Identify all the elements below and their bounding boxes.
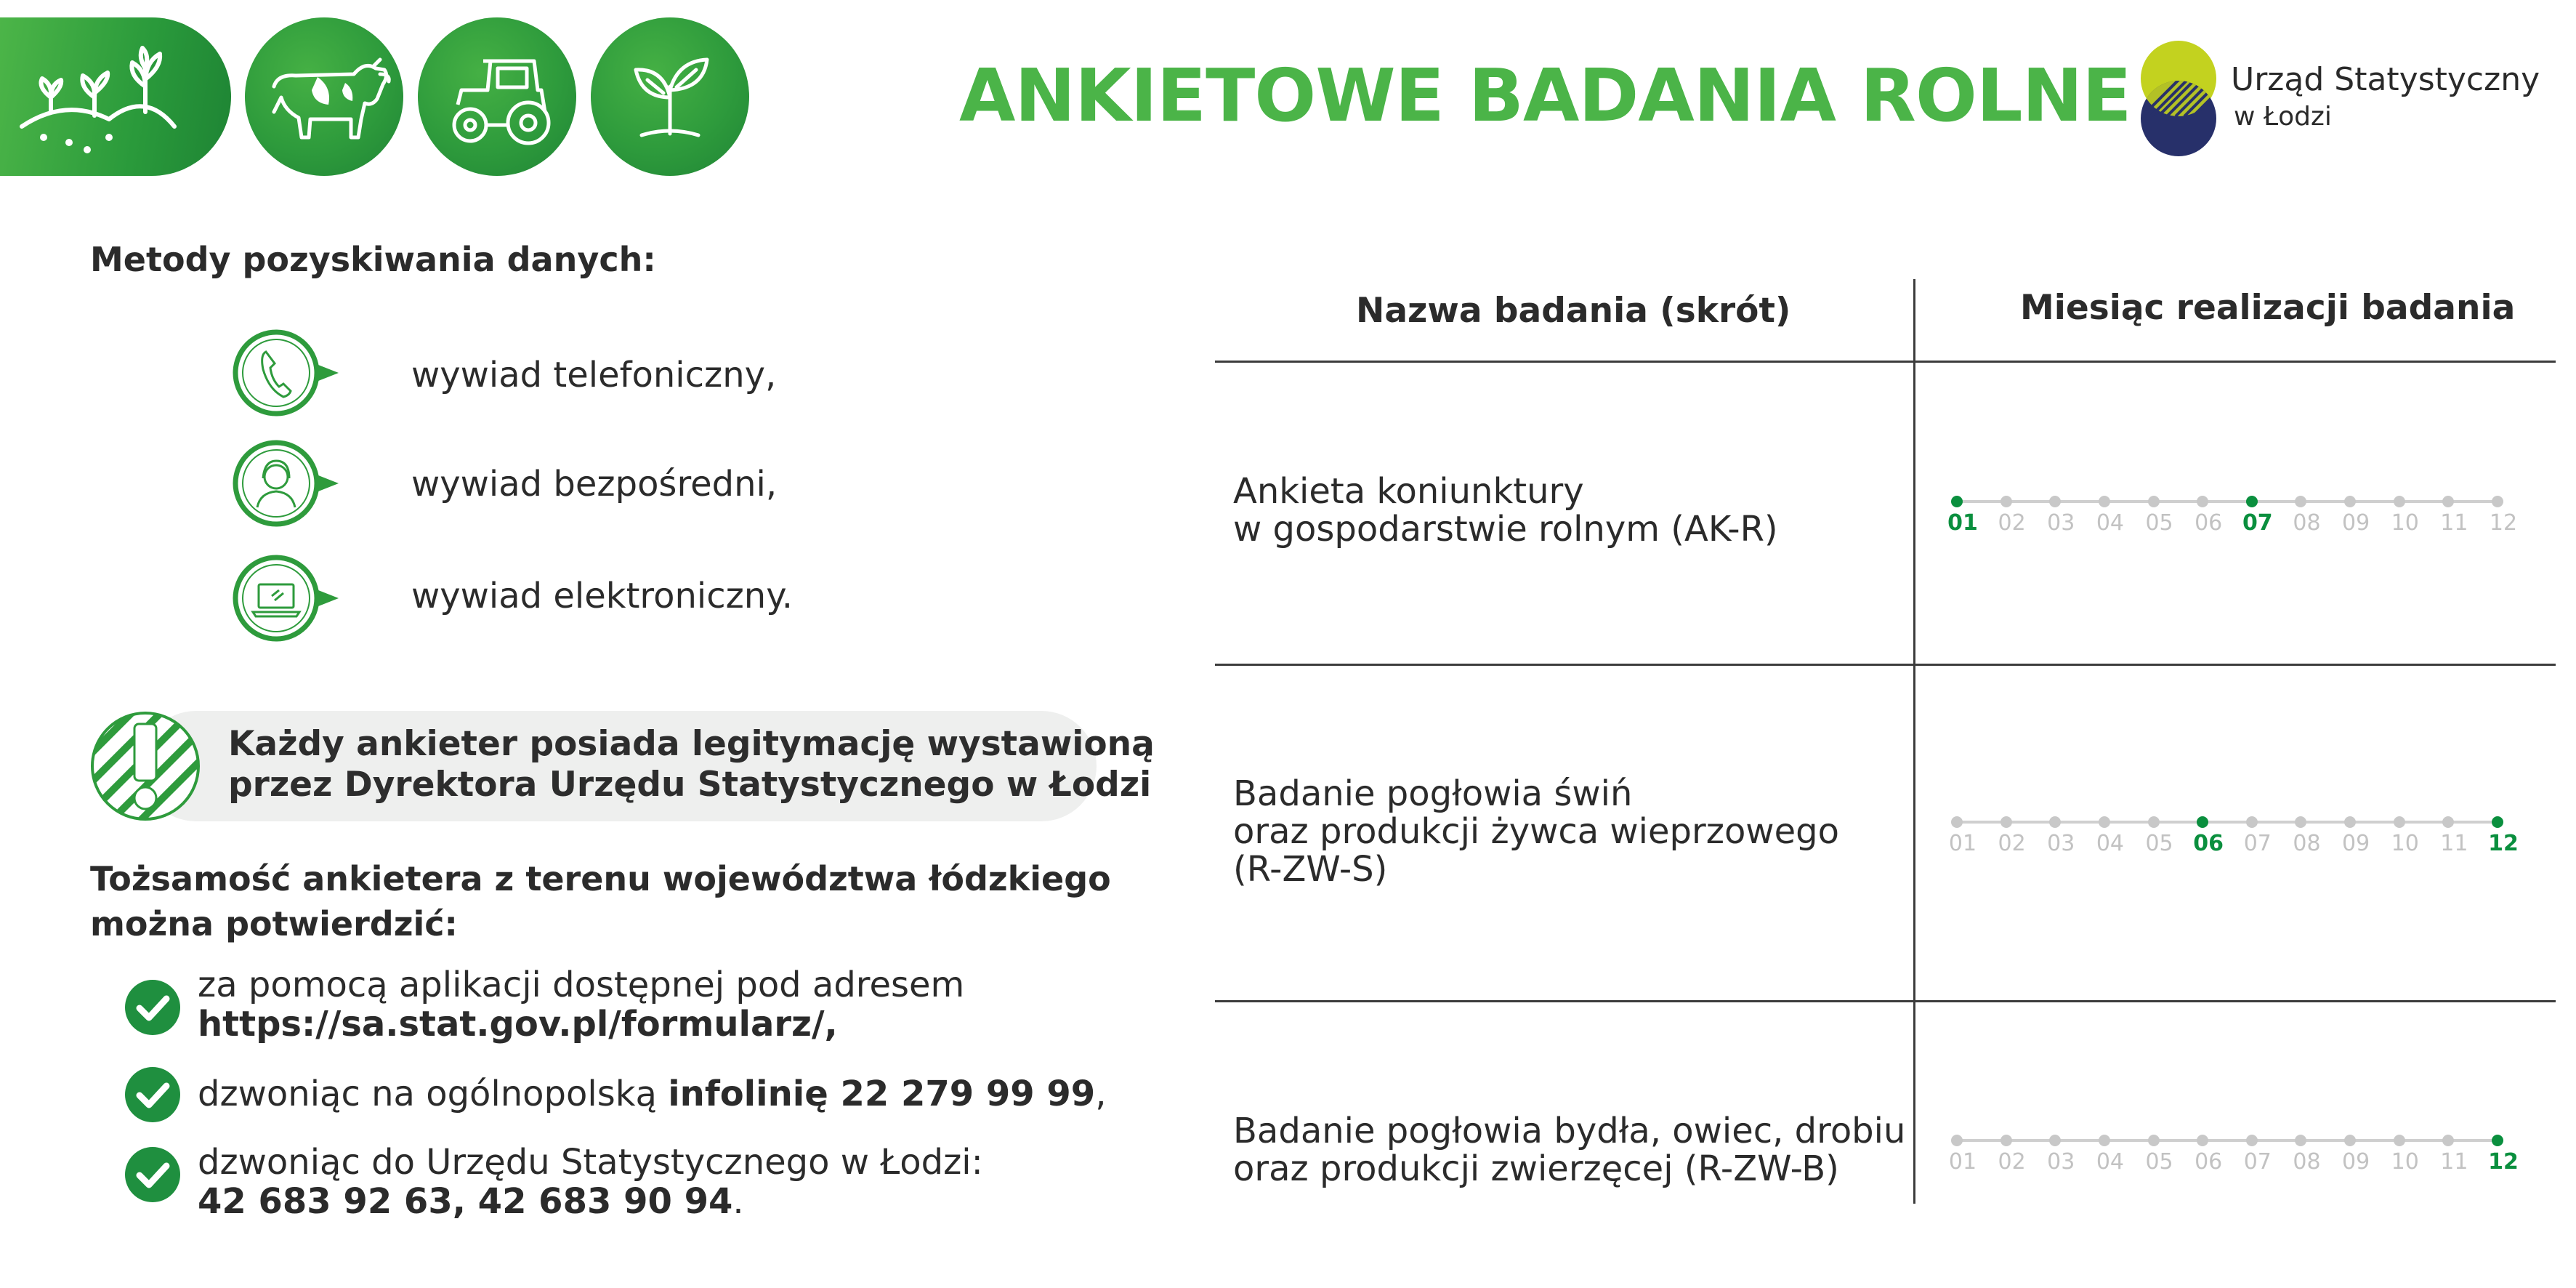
timeline: [1947, 494, 2518, 538]
month-dot-08: [2295, 816, 2306, 828]
verify-item-3-text: dzwoniąc do Urzędu Statystycznego w Łodzi:: [198, 1142, 983, 1183]
verify-item-3-tail: .: [732, 1181, 744, 1222]
table-row-3-line-1: Badanie pogłowia bydła, owiec, drobiu: [1233, 1111, 1906, 1151]
timeline-track: [1957, 821, 2498, 824]
methods-title: Metody pozyskiwania danych:: [90, 240, 656, 279]
month-label-01: 01: [1948, 1149, 1977, 1175]
verify-item-2-text: dzwoniąc na ogólnopolską: [198, 1074, 669, 1114]
notice-line-2: przez Dyrektora Urzędu Statystycznego w Łodzi: [228, 765, 1152, 805]
month-label-09: 09: [2341, 831, 2370, 856]
month-dot-01: [1951, 1135, 1963, 1146]
month-label-04: 04: [2096, 1149, 2124, 1175]
month-dot-05: [2148, 496, 2160, 507]
month-label-06: 06: [2195, 510, 2223, 536]
sprout-icon: [591, 17, 749, 176]
page-title: ANKIETOWE BADANIA ROLNE: [959, 53, 2131, 138]
month-label-06: 06: [2195, 1149, 2223, 1175]
tractor-icon-badge: [418, 17, 576, 176]
table-row-1-line-2: w gospodarstwie rolnym (AK-R): [1233, 509, 1778, 550]
month-dot-04: [2099, 496, 2110, 507]
table-row-1-name: [1233, 472, 1778, 548]
verify-item-1: [198, 965, 964, 1044]
month-label-11: 11: [2440, 1149, 2468, 1175]
month-dot-10: [2394, 496, 2405, 507]
month-label-08: 08: [2293, 510, 2321, 536]
logo-mark-icon: [2136, 35, 2224, 158]
month-dot-10: [2394, 1135, 2405, 1146]
table-row-2-name: [1233, 775, 1839, 888]
month-dot-06: [2197, 496, 2208, 507]
table-row-3-name: [1233, 1112, 1905, 1188]
month-dot-06: [2197, 1135, 2208, 1146]
check-icon: [124, 1146, 182, 1204]
verify-title-line-2: można potwierdzić:: [90, 904, 458, 943]
month-dot-03: [2049, 816, 2061, 828]
month-label-07: 07: [2243, 831, 2272, 856]
month-dot-04: [2099, 1135, 2110, 1146]
month-label-12: 12: [2488, 831, 2519, 856]
month-label-05: 05: [2145, 1149, 2173, 1175]
month-label-12: 12: [2488, 1149, 2519, 1175]
month-dot-12: [2492, 1135, 2503, 1146]
person-icon: [231, 436, 347, 531]
logo: [2136, 35, 2543, 158]
month-label-09: 09: [2341, 510, 2370, 536]
month-dot-05: [2148, 816, 2160, 828]
plants-icon: [0, 17, 231, 176]
month-dot-10: [2394, 816, 2405, 828]
logo-name: Urząd Statystyczny: [2231, 61, 2540, 98]
month-dot-02: [2000, 816, 2012, 828]
month-dot-09: [2344, 816, 2356, 828]
month-label-03: 03: [2047, 831, 2075, 856]
verify-item-2: [198, 1074, 1106, 1114]
month-dot-07: [2246, 816, 2258, 828]
table-header-name: Nazwa badania (skrót): [1356, 291, 1791, 331]
month-dot-08: [2295, 1135, 2306, 1146]
month-label-07: 07: [2243, 1149, 2272, 1175]
month-label-11: 11: [2440, 831, 2468, 856]
month-label-10: 10: [2391, 510, 2419, 536]
month-dot-02: [2000, 1135, 2012, 1146]
notice-box: [90, 711, 1155, 821]
verify-item-2-phone[interactable]: infolinię 22 279 99 99: [668, 1074, 1096, 1114]
method-phone: [231, 326, 347, 420]
month-dot-01: [1951, 816, 1963, 828]
month-dot-05: [2148, 1135, 2160, 1146]
month-label-10: 10: [2391, 831, 2419, 856]
cow-icon: [245, 17, 403, 176]
verify-item-2-tail: ,: [1095, 1074, 1107, 1114]
method-laptop: [231, 551, 347, 645]
plants-icon-badge: [0, 17, 231, 176]
verify-item-1-tail: ,: [824, 1004, 838, 1045]
cow-icon-badge: [245, 17, 403, 176]
check-icon: [124, 1066, 182, 1124]
table-divider-vertical: [1913, 279, 1915, 1204]
month-dot-12: [2492, 496, 2503, 507]
month-label-06: 06: [2193, 831, 2224, 856]
table-row-2-line-3: (R-ZW-S): [1233, 849, 1388, 890]
verify-title-line-1: Tożsamość ankietera z terenu województwa łódzkiego: [90, 859, 1111, 898]
month-label-01: 01: [1947, 510, 1978, 536]
month-label-10: 10: [2391, 1149, 2419, 1175]
timeline-track: [1957, 500, 2498, 503]
table-row-2-line-1: Badanie pogłowia świń: [1233, 773, 1633, 814]
month-dot-08: [2295, 496, 2306, 507]
notice-text: [228, 724, 1155, 805]
month-dot-01: [1951, 496, 1963, 507]
month-label-05: 05: [2145, 831, 2173, 856]
month-label-07: 07: [2242, 510, 2273, 536]
month-label-02: 02: [1998, 510, 2026, 536]
month-dot-12: [2492, 816, 2503, 828]
month-label-02: 02: [1998, 831, 2026, 856]
month-dot-09: [2344, 1135, 2356, 1146]
month-label-12: 12: [2489, 510, 2518, 536]
month-dot-11: [2442, 816, 2454, 828]
verify-item-1-url[interactable]: https://sa.stat.gov.pl/formularz/: [198, 1004, 825, 1045]
table-row-3-line-2: oraz produkcji zwierzęcej (R-ZW-B): [1233, 1148, 1839, 1189]
verify-item-3-phones[interactable]: 42 683 92 63, 42 683 90 94: [198, 1181, 733, 1222]
month-dot-02: [2000, 496, 2012, 507]
month-label-09: 09: [2341, 1149, 2370, 1175]
month-label-01: 01: [1948, 831, 1977, 856]
tractor-icon: [418, 17, 576, 176]
month-label-03: 03: [2047, 1149, 2075, 1175]
timeline-track: [1957, 1139, 2498, 1142]
table-header-month: Miesiąc realizacji badania: [2020, 288, 2516, 328]
verify-item-1-text: za pomocą aplikacji dostępnej pod adresem: [198, 965, 965, 1005]
month-dot-11: [2442, 1135, 2454, 1146]
month-label-02: 02: [1998, 1149, 2026, 1175]
notice-line-1: Każdy ankieter posiada legitymację wystawioną: [228, 724, 1155, 764]
verify-title: [90, 856, 1111, 946]
month-dot-03: [2049, 1135, 2061, 1146]
month-dot-03: [2049, 496, 2061, 507]
month-dot-07: [2246, 1135, 2258, 1146]
month-label-03: 03: [2047, 510, 2075, 536]
month-label-11: 11: [2440, 510, 2468, 536]
table-divider-row1: [1215, 664, 2556, 666]
method-label-laptop: wywiad elektroniczny.: [411, 576, 794, 616]
month-label-04: 04: [2096, 831, 2124, 856]
table-row-2-line-2: oraz produkcji żywca wieprzowego: [1233, 811, 1839, 852]
table-row-1-line-1: Ankieta koniunktury: [1233, 471, 1584, 512]
month-label-05: 05: [2145, 510, 2173, 536]
month-label-04: 04: [2096, 510, 2124, 536]
check-icon: [124, 978, 182, 1037]
month-dot-04: [2099, 816, 2110, 828]
method-label-person: wywiad bezpośredni,: [411, 464, 778, 504]
logo-city: w Łodzi: [2234, 102, 2332, 132]
timeline: [1948, 1133, 2519, 1177]
month-dot-09: [2344, 496, 2356, 507]
phone-icon: [231, 326, 347, 420]
sprout-icon-badge: [591, 17, 749, 176]
verify-item-3: [198, 1143, 983, 1221]
month-dot-07: [2246, 496, 2258, 507]
laptop-icon: [231, 551, 347, 645]
method-label-phone: wywiad telefoniczny,: [411, 355, 777, 395]
month-dot-11: [2442, 496, 2454, 507]
month-dot-06: [2197, 816, 2208, 828]
timeline: [1948, 815, 2519, 858]
method-person: [231, 436, 347, 531]
table-divider-header: [1215, 361, 2556, 363]
month-label-08: 08: [2293, 1149, 2321, 1175]
warning-icon: [90, 711, 201, 821]
table-divider-row2: [1215, 1000, 2556, 1002]
month-label-08: 08: [2293, 831, 2321, 856]
